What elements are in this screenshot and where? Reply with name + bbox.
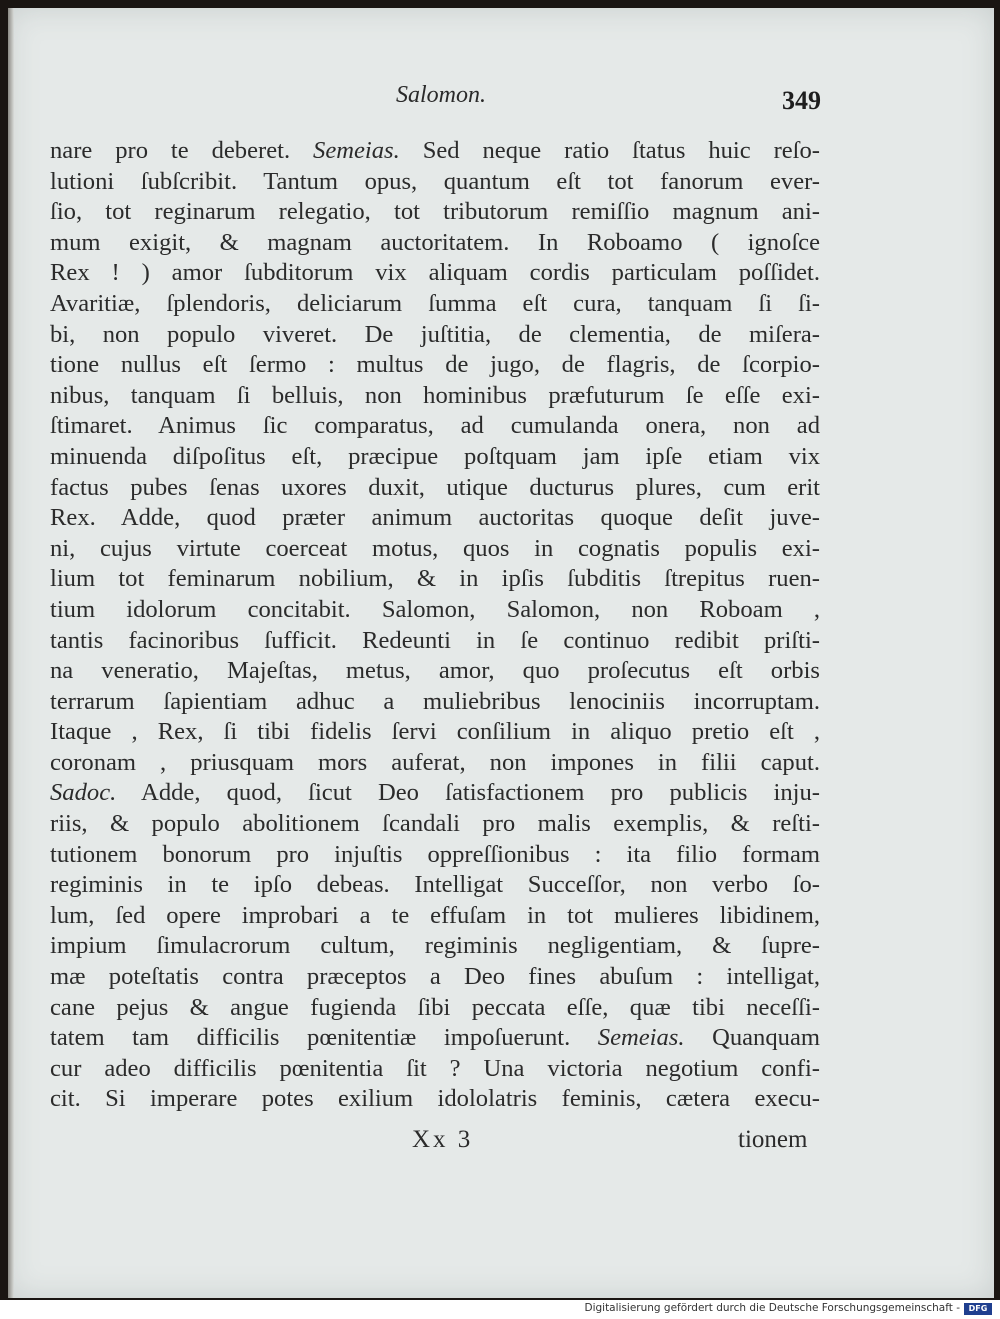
speaker-name: Sadoc. bbox=[50, 779, 117, 807]
text-line bbox=[50, 197, 820, 228]
attribution-bar bbox=[0, 1300, 1000, 1319]
text-line bbox=[50, 411, 820, 442]
text-segment: nibus, tanquam ſi belluis, non hominibus præfuturum ſe eſſe exi- bbox=[50, 381, 820, 409]
catchword: tionem bbox=[738, 1126, 808, 1153]
text-line bbox=[50, 258, 820, 289]
page-binding-edge bbox=[8, 8, 14, 1298]
text-line bbox=[50, 136, 820, 167]
text-line bbox=[50, 350, 820, 381]
text-line bbox=[50, 778, 820, 809]
text-segment: Rex. Adde, quod præter animum auctoritas quoque deſit juve- bbox=[50, 504, 820, 532]
text-line bbox=[50, 809, 820, 840]
text-line bbox=[50, 534, 820, 565]
text-segment: impium ſimulacrorum cultum, regiminis negligentiam, & ſupre- bbox=[50, 932, 820, 960]
text-segment: cane pejus & angue fugienda ſibi peccata eſſe, quæ tibi neceſſi- bbox=[50, 993, 820, 1021]
text-segment: cur adeo difficilis pœnitentia ſit ? Una victoria negotium confi- bbox=[50, 1054, 820, 1082]
text-segment: Sed neque ratio ſtatus huic reſo- bbox=[399, 137, 820, 164]
page-number: 349 bbox=[782, 86, 821, 115]
text-line bbox=[50, 289, 820, 320]
text-line bbox=[50, 595, 820, 626]
text-segment: tatem tam difficilis pœnitentiæ impoſuerunt. bbox=[50, 1024, 598, 1052]
text-line bbox=[50, 626, 820, 657]
text-segment: terrarum ſapientiam adhuc a muliebribus lenociniis incorruptam. bbox=[50, 687, 820, 715]
text-line bbox=[50, 442, 820, 473]
text-line bbox=[50, 717, 820, 748]
text-segment: lium tot feminarum nobilium, & in ipſis ſubditis ſtrepitus ruen- bbox=[50, 565, 820, 593]
text-segment: riis, & populo abolitionem ſcandali pro malis exemplis, & reſti- bbox=[50, 810, 820, 838]
text-line bbox=[50, 931, 820, 962]
text-segment: bi, non populo viveret. De juſtitia, de clementia, de miſera- bbox=[50, 320, 820, 348]
text-segment: Quanquam bbox=[684, 1024, 820, 1052]
text-line bbox=[50, 381, 820, 412]
text-line bbox=[50, 473, 820, 504]
speaker-name: Semeias. bbox=[597, 1024, 685, 1052]
text-line bbox=[50, 656, 820, 687]
text-segment: cit. Si imperare potes exilium idololatris feminis, cætera execu- bbox=[50, 1085, 820, 1113]
text-segment: ni, cujus virtute coerceat motus, quos in cognatis populis exi- bbox=[50, 534, 820, 562]
text-segment: factus pubes ſenas uxores duxit, utique ducturus plures, cum erit bbox=[50, 473, 820, 501]
text-segment: Adde, quod, ſicut Deo ſatisfactionem pro publicis inju- bbox=[116, 779, 820, 807]
text-segment: nare pro te deberet. bbox=[50, 137, 314, 164]
text-segment: lum, ſed opere improbari a te effuſam in tot mulieres libidinem, bbox=[50, 901, 820, 929]
running-head: Salomon. bbox=[396, 82, 486, 108]
text-line bbox=[50, 870, 820, 901]
text-line bbox=[50, 503, 820, 534]
text-line bbox=[50, 1054, 820, 1085]
text-segment: na veneratio, Majeſtas, metus, amor, quo proſecutus eſt orbis bbox=[50, 657, 820, 685]
text-line bbox=[50, 962, 820, 993]
text-line bbox=[50, 840, 820, 871]
text-segment: Itaque , Rex, ſi tibi fidelis ſervi conſilium in aliquo pretio eſt , bbox=[50, 718, 820, 746]
text-segment: ſio, tot reginarum relegatio, tot tributorum remiſſio magnum ani- bbox=[50, 198, 820, 226]
text-segment: tutionem bonorum pro injuſtis oppreſſionibus : ita filio formam bbox=[50, 840, 820, 868]
text-segment: tantis facinoribus ſufficit. Redeunti in ſe continuo redibit priſti- bbox=[50, 626, 820, 654]
text-line bbox=[50, 320, 820, 351]
text-line bbox=[50, 564, 820, 595]
text-line bbox=[50, 748, 820, 779]
signature-mark: Xx 3 bbox=[412, 1126, 474, 1153]
text-segment: tione nullus eſt ſermo : multus de jugo, de flagris, de ſcorpio- bbox=[50, 351, 820, 379]
text-segment: mæ poteſtatis contra præceptos a Deo fines abuſum : intelligat, bbox=[50, 963, 820, 991]
text-line bbox=[50, 1023, 820, 1054]
text-segment: coronam , priusquam mors auferat, non impones in filii caput. bbox=[50, 748, 820, 776]
text-segment: ſtimaret. Animus ſic comparatus, ad cumulanda onera, non ad bbox=[50, 412, 820, 440]
text-segment: Rex ! ) amor ſubditorum vix aliquam cordis particulam poſſidet. bbox=[50, 259, 820, 287]
dfg-logo: DFG bbox=[964, 1303, 992, 1315]
text-segment: minuenda diſpoſitus eſt, præcipue poſtquam jam ipſe etiam vix bbox=[50, 442, 820, 470]
body-text bbox=[50, 136, 820, 1115]
text-line bbox=[50, 228, 820, 259]
speaker-name: Semeias. bbox=[313, 137, 400, 164]
text-segment: tium idolorum concitabit. Salomon, Salomon, non Roboam , bbox=[50, 595, 820, 623]
text-line bbox=[50, 1084, 820, 1115]
text-segment: mum exigit, & magnam auctoritatem. In Roboamo ( ignoſce bbox=[50, 228, 820, 256]
text-segment: Avaritiæ, ſplendoris, deliciarum ſumma eſt cura, tanquam ſi ſi- bbox=[50, 289, 820, 317]
text-line bbox=[50, 993, 820, 1024]
text-segment: lutioni ſubſcribit. Tantum opus, quantum eſt tot fanorum ever- bbox=[50, 167, 820, 195]
text-line bbox=[50, 687, 820, 718]
attribution-text: Digitalisierung gefördert durch die Deutsche Forschungsgemeinschaft - bbox=[584, 1302, 960, 1314]
text-line bbox=[50, 167, 820, 198]
text-line bbox=[50, 901, 820, 932]
text-segment: regiminis in te ipſo debeas. Intelligat Succeſſor, non verbo ſo- bbox=[50, 871, 820, 899]
